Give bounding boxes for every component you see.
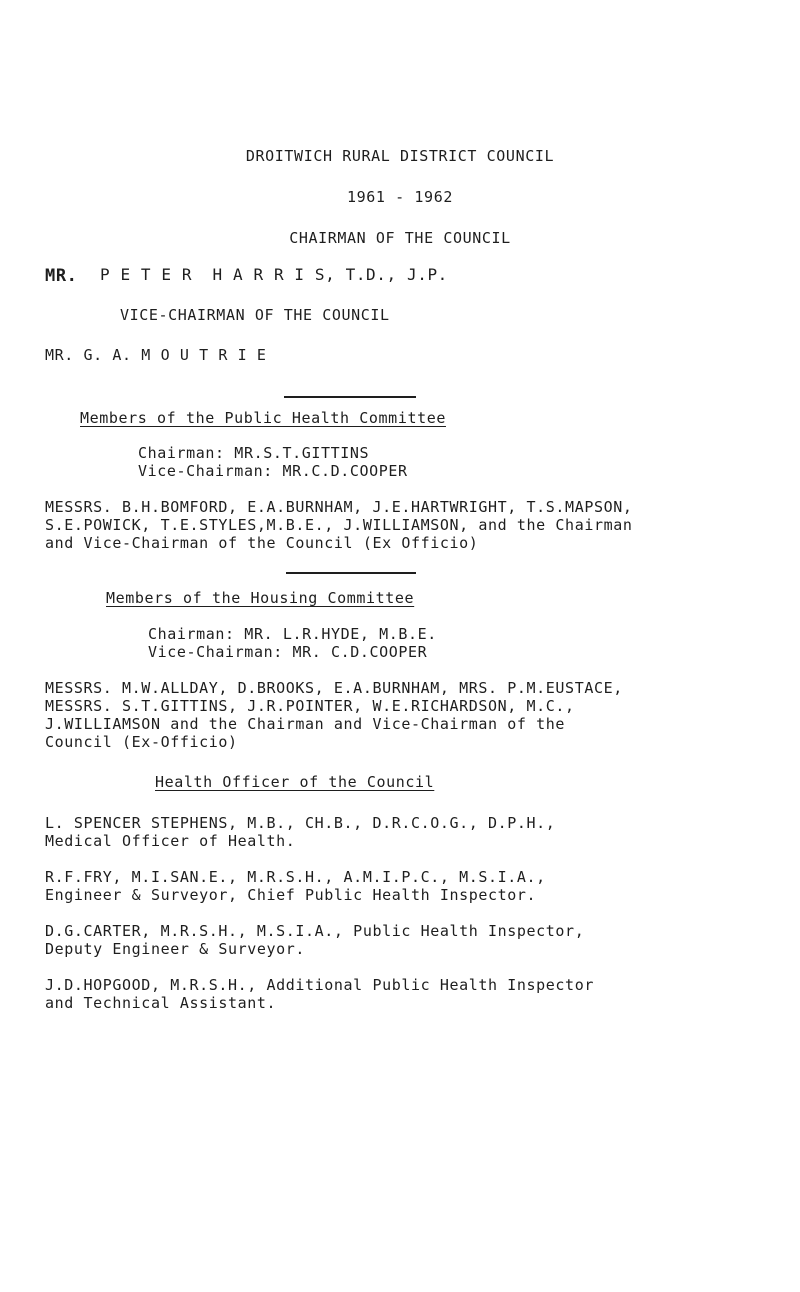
housing-chairman: Chairman: MR. L.R.HYDE, M.B.E.	[148, 625, 437, 643]
chairman-name: P E T E R H A R R I S, T.D., J.P.	[100, 265, 448, 284]
chairman-prefix: MR.	[45, 266, 78, 286]
vice-chairman-name: MR. G. A. M O U T R I E	[45, 346, 267, 364]
officer-entry: L. SPENCER STEPHENS, M.B., CH.B., D.R.C.O.G., D.P.H., Medical Officer of Health.	[45, 814, 556, 850]
housing-heading: Members of the Housing Committee	[106, 589, 415, 607]
vice-chairman-heading: VICE-CHAIRMAN OF THE COUNCIL	[120, 306, 390, 324]
health-officer-heading: Health Officer of the Council	[155, 773, 435, 791]
officer-entry: R.F.FRY, M.I.SAN.E., M.R.S.H., A.M.I.P.C., M.S.I.A., Engineer & Surveyor, Chief Public Health Inspector.	[45, 868, 546, 904]
public-health-heading: Members of the Public Health Committee	[80, 409, 446, 427]
public-health-chairman: Chairman: MR.S.T.GITTINS	[138, 444, 370, 462]
council-title: DROITWICH RURAL DISTRICT COUNCIL	[245, 147, 555, 165]
separator-rule	[286, 572, 416, 574]
housing-vice-chairman: Vice-Chairman: MR. C.D.COOPER	[148, 643, 428, 661]
chairman-heading: CHAIRMAN OF THE COUNCIL	[289, 229, 511, 247]
public-health-members: MESSRS. B.H.BOMFORD, E.A.BURNHAM, J.E.HARTWRIGHT, T.S.MAPSON, S.E.POWICK, T.E.STYLES,M.B.E., J.WILLIAMSON, and the Chairman and Vice-Chairman of the Council (Ex Officio)	[45, 498, 633, 552]
officer-entry: J.D.HOPGOOD, M.R.S.H., Additional Public Health Inspector and Technical Assistant.	[45, 976, 594, 1012]
officer-entry: D.G.CARTER, M.R.S.H., M.S.I.A., Public Health Inspector, Deputy Engineer & Surveyor.	[45, 922, 585, 958]
public-health-vice-chairman: Vice-Chairman: MR.C.D.COOPER	[138, 462, 408, 480]
housing-members: MESSRS. M.W.ALLDAY, D.BROOKS, E.A.BURNHAM, MRS. P.M.EUSTACE, MESSRS. S.T.GITTINS, J.R.POINTER, W.E.RICHARDSON, M.C., J.WILLIAMSON and the Chairman and Vice-Chairman of the Council (Ex-Officio)	[45, 679, 623, 751]
separator-rule	[284, 396, 416, 398]
council-years: 1961 - 1962	[347, 188, 453, 206]
